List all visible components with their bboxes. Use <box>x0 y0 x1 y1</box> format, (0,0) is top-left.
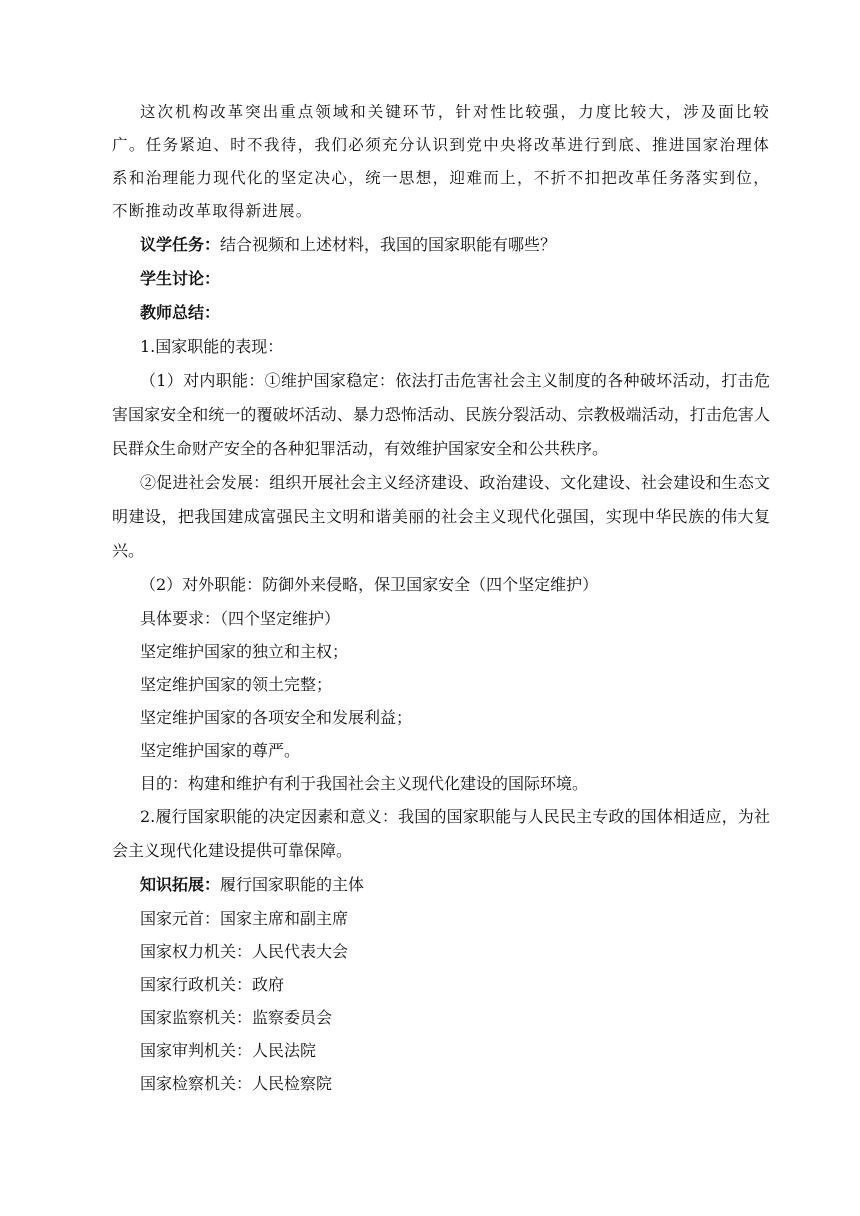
extension-label: 知识拓展： <box>140 875 221 894</box>
development-paragraph: ②促进社会发展：组织开展社会主义经济建设、政治建设、文化建设、社会建设和生态文明建设，把我国建成富强民主文明和谐美丽的社会主义现代化强国，实现中华民族的伟大复兴。 <box>112 473 770 560</box>
requirements-label: 具体要求：（四个坚定维护） <box>140 609 341 628</box>
requirement-item: 坚定维护国家的领土完整； <box>140 675 333 694</box>
extension-paragraph <box>112 868 770 902</box>
task-paragraph <box>112 228 770 262</box>
organ-item: 国家元首：国家主席和副主席 <box>140 909 349 928</box>
discussion-label: 学生讨论： <box>140 269 221 288</box>
organ-item: 国家检察机关：人民检察院 <box>140 1074 333 1093</box>
intro-paragraph: 这次机构改革突出重点领域和关键环节，针对性比较强，力度比较大，涉及面比较广。任务紧迫、时不我待，我们必须充分认识到党中央将改革进行到底、推进国家治理体系和治理能力现代化的坚定决心，统一思想，迎难而上，不折不扣把改革任务落实到位，不断推动改革取得新进展。 <box>112 103 770 220</box>
organ-item: 国家权力机关：人民代表大会 <box>140 942 349 961</box>
section1-heading: 1.国家职能的表现： <box>140 337 284 356</box>
summary-label: 教师总结： <box>140 303 221 322</box>
internal-function-paragraph: （1）对内职能：①维护国家稳定：依法打击危害社会主义制度的各种破坏活动，打击危害国家安全和统一的覆破坏活动、暴力恐怖活动、民族分裂活动、宗教极端活动，打击危害人民群众生命财产安全的各种犯罪活动，有效维护国家安全和公共秩序。 <box>112 371 770 458</box>
organ-item: 国家行政机关：政府 <box>140 975 285 994</box>
extension-text: 履行国家职能的主体 <box>220 875 365 894</box>
requirement-item: 坚定维护国家的各项安全和发展利益； <box>140 708 413 727</box>
organ-item: 国家审判机关：人民法院 <box>140 1041 317 1060</box>
requirement-item: 坚定维护国家的尊严。 <box>140 741 301 760</box>
section2-paragraph: 2.履行国家职能的决定因素和意义：我国的国家职能与人民民主专政的国体相适应，为社会主义现代化建设提供可靠保障。 <box>112 807 770 860</box>
external-function-paragraph: （2）对外职能：防御外来侵略，保卫国家安全（四个坚定维护） <box>140 575 599 594</box>
task-text: 结合视频和上述材料，我国的国家职能有哪些？ <box>220 235 557 254</box>
organ-item: 国家监察机关：监察委员会 <box>140 1008 333 1027</box>
document-body <box>112 96 770 1100</box>
task-label: 议学任务： <box>140 235 221 254</box>
purpose-line: 目的：构建和维护有利于我国社会主义现代化建设的国际环境。 <box>140 774 589 793</box>
requirement-item: 坚定维护国家的独立和主权； <box>140 642 349 661</box>
